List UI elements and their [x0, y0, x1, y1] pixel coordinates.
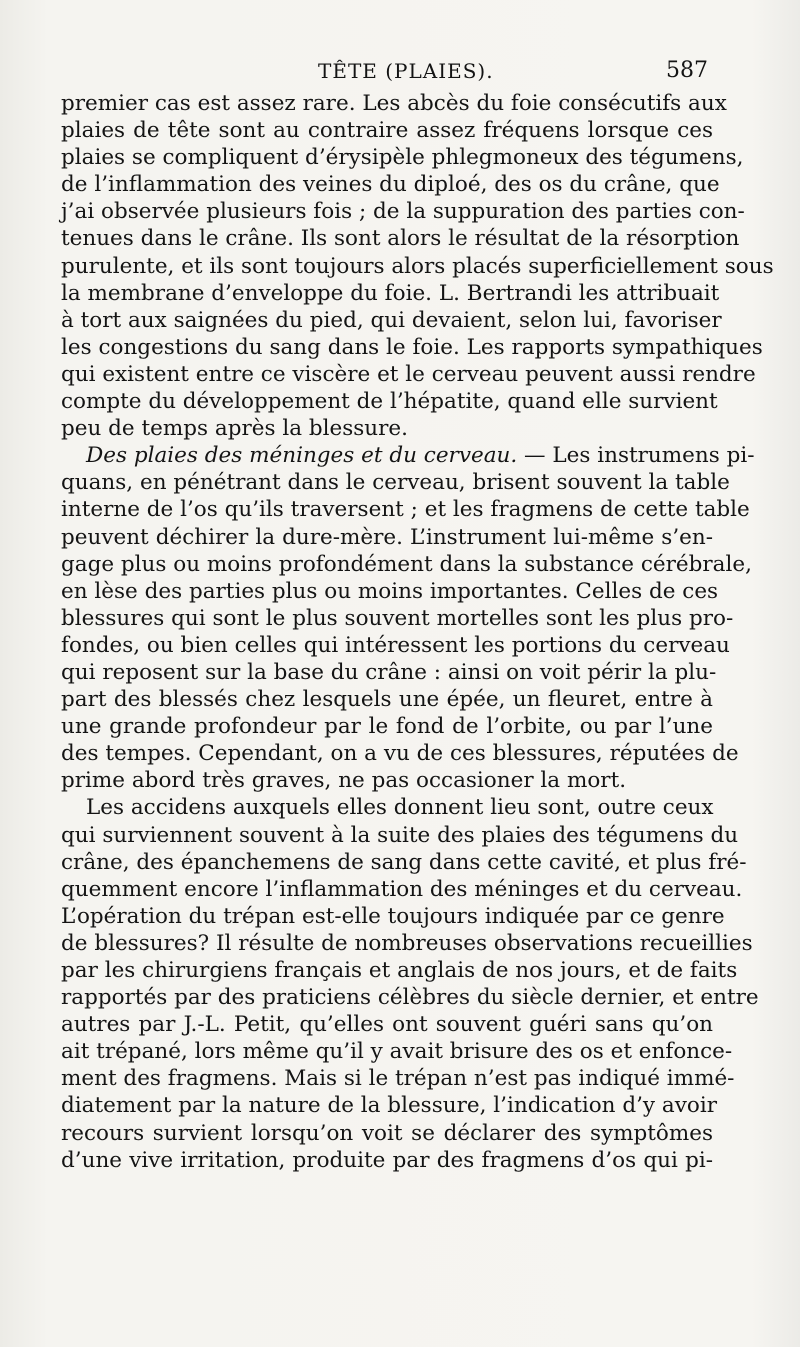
text-line: ait trépané, lors même qu’il y avait brisure des os et enfonce- — [61, 1039, 733, 1065]
text-line: peu de temps après la blessure. — [61, 416, 408, 442]
text-line: quans, en pénétrant dans le cerveau, brisent souvent la table — [61, 470, 730, 496]
text-line: premier cas est assez rare. Les abcès du foie consécutifs aux — [61, 91, 727, 116]
text-line: plaies se compliquent d’érysipèle phlegmoneux des tégumens, — [61, 145, 744, 171]
section-heading-line — [61, 442, 755, 469]
text-line: en lèse des parties plus ou moins importantes. Celles de ces — [61, 578, 719, 604]
text-line: autres par J.-L. Petit, qu’elles ont souvent guéri sans qu’on — [61, 1012, 713, 1038]
text-line: par les chirurgiens français et anglais de nos jours, et de faits — [61, 958, 738, 983]
text-line: de blessures? Il résulte de nombreuses observations recueillies — [61, 930, 753, 956]
heading-line-rest: — Les instrumens pi- — [517, 443, 755, 469]
running-head: TÊTE (PLAIES). — [318, 59, 494, 83]
text-line: gage plus ou moins profondément dans la substance cérébrale, — [61, 551, 752, 577]
page-header — [0, 55, 800, 87]
text-line: rapportés par des praticiens célèbres du siècle dernier, et entre — [61, 985, 759, 1011]
paragraph-3 — [61, 794, 759, 1173]
text-line: diatement par la nature de la blessure, l’indication d’y avoir — [61, 1093, 717, 1119]
section-heading: Des plaies des méninges et du cerveau. — [86, 443, 518, 469]
text-line: la membrane d’enveloppe du foie. L. Bertrandi les attribuait — [61, 280, 720, 306]
text-line: prime abord très graves, ne pas occasioner la mort. — [61, 768, 627, 794]
paragraph-1 — [61, 90, 774, 442]
text-line: recours survient lorsqu’on voit se déclarer des symptômes — [61, 1120, 713, 1146]
page-number: 587 — [666, 58, 708, 83]
paragraph-2 — [61, 442, 755, 794]
text-line: une grande profondeur par le fond de l’orbite, ou par l’une — [61, 714, 713, 740]
text-line: d’une vive irritation, produite par des fragmens d’os qui pi- — [61, 1147, 713, 1173]
text-line: qui surviennent souvent à la suite des plaies des tégumens du — [61, 822, 739, 848]
text-line: quemment encore l’inflammation des méninges et du cerveau. — [61, 876, 743, 902]
text-line: tenues dans le crâne. Ils sont alors le résultat de la résorption — [61, 226, 740, 252]
text-line: purulente, et ils sont toujours alors placés superficiellement sous — [61, 253, 774, 279]
text-line: les congestions du sang dans le foie. Les rapports sympathiques — [61, 334, 763, 360]
text-line: fondes, ou bien celles qui intéressent les portions du cerveau — [61, 632, 730, 658]
text-line: crâne, des épanchemens de sang dans cette cavité, et plus fré- — [61, 849, 747, 875]
text-line: peuvent déchirer la dure-mère. L’instrument lui-même s’en- — [61, 524, 713, 550]
text-line: plaies de tête sont au contraire assez fréquens lorsque ces — [61, 118, 713, 144]
text-line: Les accidens auxquels elles donnent lieu sont, outre ceux — [86, 795, 714, 821]
text-line: des tempes. Cependant, on a vu de ces blessures, réputées de — [61, 741, 739, 767]
text-line: interne de l’os qu’ils traversent ; et les fragmens de cette table — [61, 497, 750, 523]
text-line: qui reposent sur la base du crâne : ainsi on voit périr la plu- — [61, 659, 717, 685]
text-line: blessures qui sont le plus souvent mortelles sont les plus pro- — [61, 605, 734, 631]
text-line: à tort aux saignées du pied, qui devaient, selon lui, favoriser — [61, 307, 722, 333]
body-text — [61, 90, 774, 1174]
text-line: j’ai observée plusieurs fois ; de la suppuration des parties con- — [61, 199, 745, 225]
text-line: L’opération du trépan est-elle toujours indiquée par ce genre — [61, 903, 725, 929]
text-line: ment des fragmens. Mais si le trépan n’est pas indiqué immé- — [61, 1066, 735, 1092]
text-line: de l’inflammation des veines du diploé, des os du crâne, que — [61, 172, 720, 198]
text-line: part des blessés chez lesquels une épée, un fleuret, entre à — [61, 687, 713, 713]
text-line: qui existent entre ce viscère et le cerveau peuvent aussi rendre — [61, 361, 756, 387]
text-line: compte du développement de l’hépatite, quand elle survient — [61, 389, 718, 415]
